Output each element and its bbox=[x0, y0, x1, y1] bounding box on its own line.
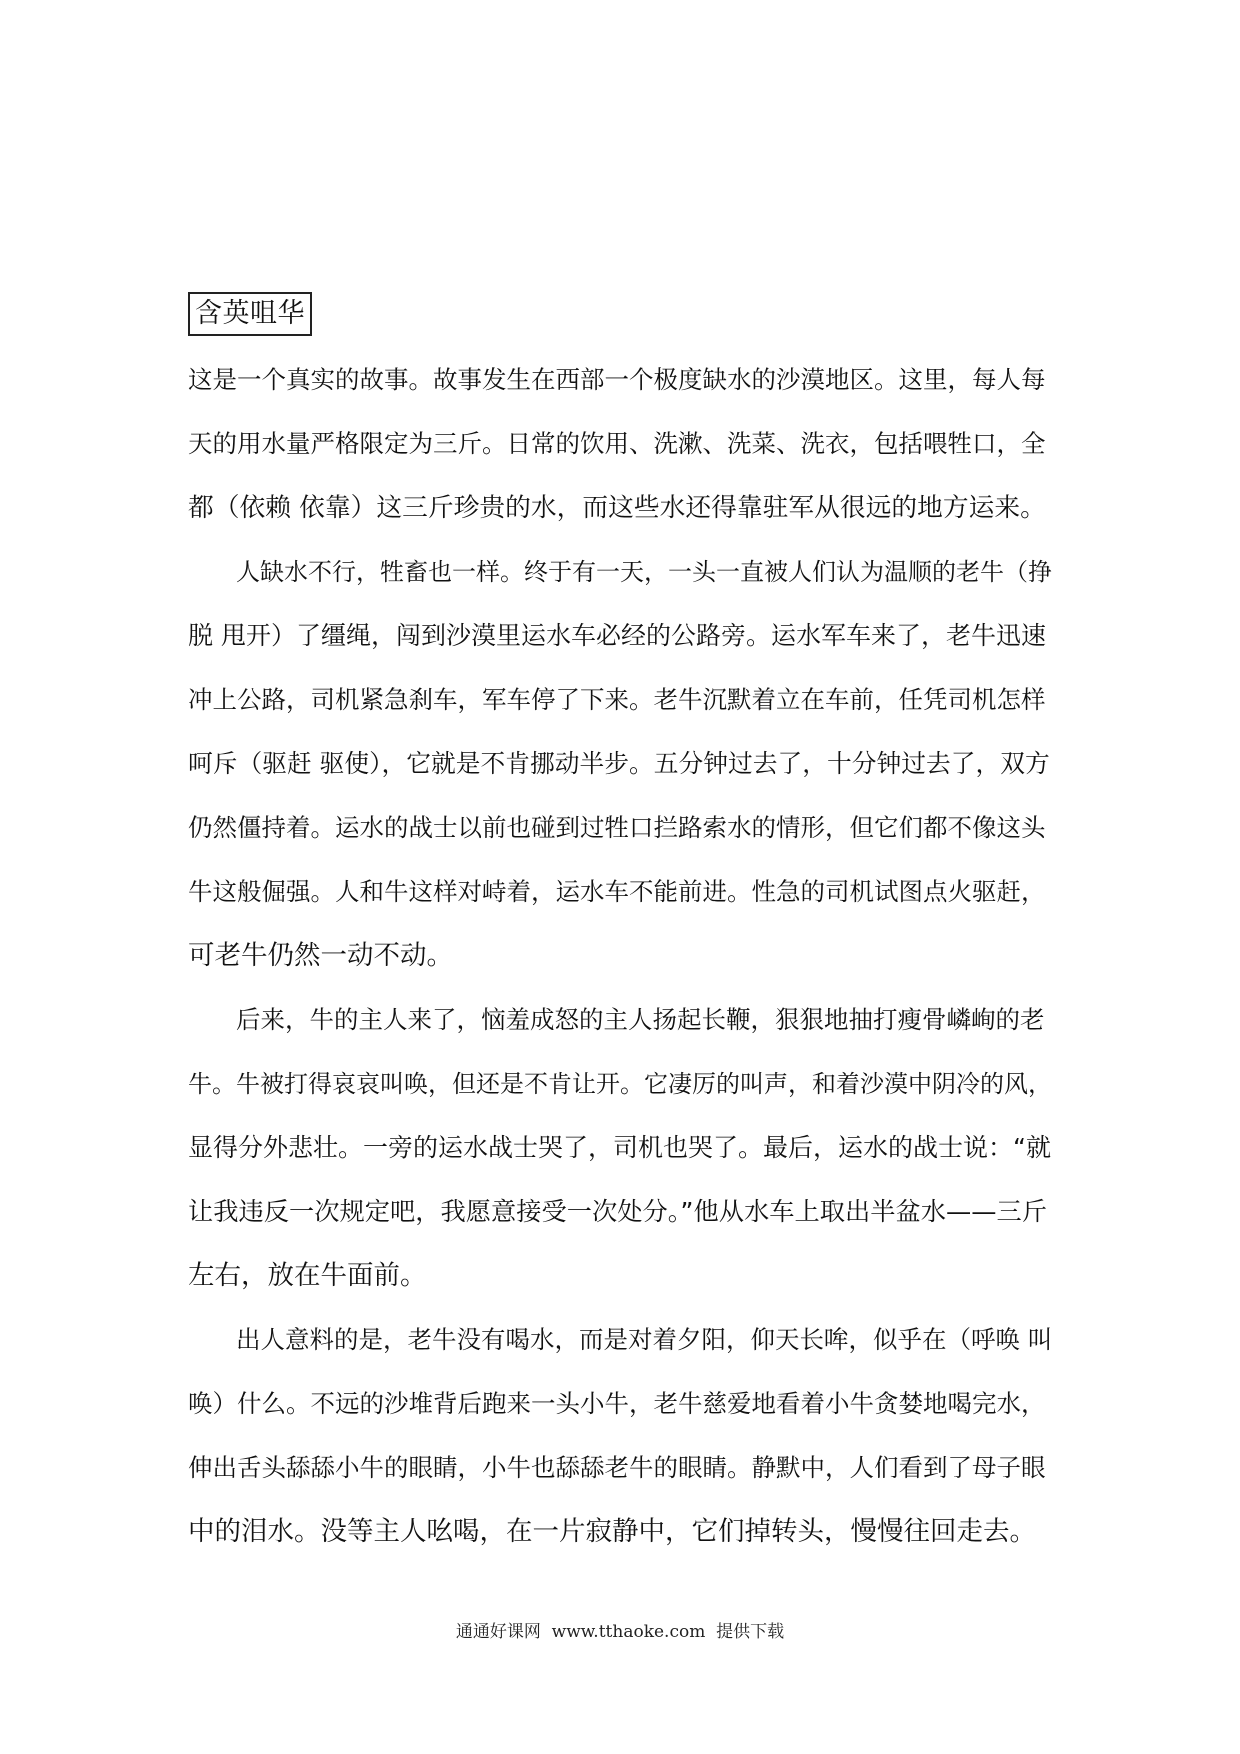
text-line: 都（依赖 依靠）这三斤珍贵的水，而这些水还得靠驻军从很远的地方运来。 bbox=[188, 493, 1046, 523]
text-line: 这是一个真实的故事。故事发生在西部一个极度缺水的沙漠地区。这里，每人每 bbox=[188, 365, 1046, 394]
text-line: 左右，放在牛面前。 bbox=[188, 1260, 427, 1291]
text-line: 伸出舌头舔舔小牛的眼睛，小牛也舔舔老牛的眼睛。静默中，人们看到了母子眼 bbox=[188, 1453, 1046, 1482]
text-line: 中的泪水。没等主人吆喝，在一片寂静中，它们掉转头，慢慢往回走去。 bbox=[188, 1516, 1036, 1547]
text-line: 牛。牛被打得哀哀叫唤，但还是不肯让开。它凄厉的叫声，和着沙漠中阴冷的风， bbox=[188, 1070, 1052, 1098]
document-title: 含英咀华 bbox=[188, 292, 312, 336]
text-line: 可老牛仍然一动不动。 bbox=[188, 940, 453, 971]
text-line: 呵斥（驱赶 驱使），它就是不肯挪动半步。五分钟过去了，十分钟过去了，双方 bbox=[188, 749, 1050, 778]
text-line: 仍然僵持着。运水的战士以前也碰到过牲口拦路索水的情形，但它们都不像这头 bbox=[188, 813, 1046, 842]
text-line: 牛这般倔强。人和牛这样对峙着，运水车不能前进。性急的司机试图点火驱赶， bbox=[188, 877, 1046, 906]
text-line: 唤）什么。不远的沙堆背后跑来一头小牛，老牛慈爱地看着小牛贪婪地喝完水， bbox=[188, 1389, 1046, 1418]
text-line: 让我违反一次规定吧，我愿意接受一次处分。”他从水车上取出半盆水——三斤 bbox=[188, 1197, 1047, 1226]
paragraph-first-line: 出人意料的是，老牛没有喝水，而是对着夕阳，仰天长哞，似乎在（呼唤 叫 bbox=[236, 1325, 1053, 1354]
page-footer: 通通好课网 www.tthaoke.com 提供下载 bbox=[455, 1622, 785, 1642]
paragraph-first-line: 人缺水不行，牲畜也一样。终于有一天，一头一直被人们认为温顺的老牛（挣 bbox=[236, 558, 1052, 586]
text-line: 冲上公路，司机紧急刹车，军车停了下来。老牛沉默着立在车前，任凭司机怎样 bbox=[188, 685, 1046, 714]
text-line: 显得分外悲壮。一旁的运水战士哭了，司机也哭了。最后，运水的战士说：“就 bbox=[188, 1133, 1051, 1162]
paragraph-first-line: 后来，牛的主人来了，恼羞成怒的主人扬起长鞭，狠狠地抽打瘦骨嶙峋的老 bbox=[236, 1005, 1045, 1034]
text-line: 脱 甩开）了缰绳，闯到沙漠里运水车必经的公路旁。运水军车来了，老牛迅速 bbox=[188, 621, 1046, 650]
text-line: 天的用水量严格限定为三斤。日常的饮用、洗漱、洗菜、洗衣，包括喂牲口，全 bbox=[188, 429, 1046, 458]
